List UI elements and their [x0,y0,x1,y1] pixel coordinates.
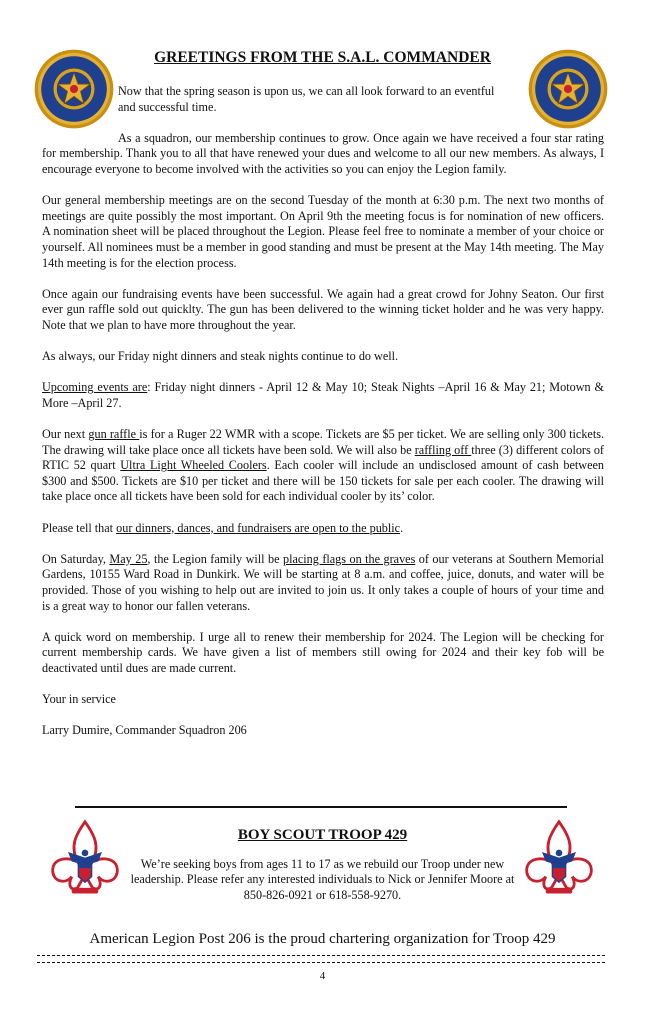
flags-text-2: , the Legion family will be [147,551,283,566]
raffle-text-4: . Each cooler will include an undisclosed amount of cash between $300 and $500. Tickets are $10 per ticket and there will be 150 tickets for sale per each cooler. The drawing will take place once all tickets have been sold for each individual cooler by its’ color. [42,458,605,504]
page-number: 4 [319,970,326,982]
dashed-divider-bottom [37,962,605,963]
upcoming-events-label: Upcoming events are [42,380,148,395]
boy-scout-heading: BOY SCOUT TROOP 429 [237,827,408,843]
raffling-off-underlined: raffling off [414,442,472,457]
boy-scout-body: We’re seeking boys from ages 11 to 17 as we rebuild our Troop under new leadership. Please refer any interested individuals to Nick or Jennifer Moore at 850-826-0921 or 618-558-9270. [130,857,515,902]
flags-text-3: of our veterans at Southern Memorial Gardens, 10155 Ward Road in Dunkirk. We will be starting at 8 a.m. and coffee, juice, donuts, and water will be provided. Those of you wishing to help out are invited to join us. It only takes a couple of hours of your time and is a great way to honor our fallen veterans. [42,551,604,613]
open-to-public-underlined: our dinners, dances, and fundraisers are open to the public [116,520,401,535]
meetings-paragraph: Our general membership meetings are on the second Tuesday of the month at 6:30 p.m. The next two months of meetings are quite possibly the most important. On April 9th the meeting focus is for nomination of new officers. A nomination sheet will be placed throughout the Legion. Please feel free to nominate a member of your choice or yourself. All nominees must be a member in good standing and must be present at the May 14th meeting. The May 14th meeting is for the election process. [42,193,604,270]
flags-paragraph [42,552,604,614]
dinners-paragraph: As always, our Friday night dinners and steak nights continue to do well. [42,349,399,364]
public-paragraph [42,521,604,537]
coolers-underlined: Ultra Light Wheeled Coolers [120,458,267,473]
closing-line: Your in service [42,692,116,707]
placing-flags-underlined: placing flags on the graves [282,551,416,566]
upcoming-events-paragraph [42,380,604,411]
sal-commander-heading: GREETINGS FROM THE S.A.L. COMMANDER [154,49,491,66]
flags-text-1: On Saturday, [42,551,110,566]
raffle-text-2: is for a Ruger 22 WMR with a scope. Tickets are $5 per ticket. We are selling only 300 tickets. The drawing will take place once all tickets have been sold. We will also be [42,427,604,457]
intro-paragraph: Now that the spring season is upon us, we can all look forward to an eventful and successful time. [118,84,495,114]
may-25-underlined: May 25 [109,551,148,566]
raffle-text-1: Our next [42,427,89,442]
section-divider [75,806,567,808]
fundraising-paragraph: Once again our fundraising events have been successful. We again had a great crowd for Johny Seaton. Our first ever gun raffle sold out quicklty. The gun has been delivered to the winning ticket holder and he was very happy. Note that we plan to have more throughout the year. [42,286,604,332]
public-text-2: . [400,520,404,535]
chartering-statement: American Legion Post 206 is the proud chartering organization for Troop 429 [89,931,556,947]
upcoming-events-text: : Friday night dinners - April 12 & May 10; Steak Nights –April 16 & May 21; Motown & More –April 27. [42,380,604,410]
sal-article-body [42,84,604,755]
gun-raffle-underlined: gun raffle [88,427,140,442]
public-text-1: Please tell that [42,520,117,535]
dashed-divider-top [37,955,605,956]
signature-line: Larry Dumire, Commander Squadron 206 [42,723,247,738]
raffle-paragraph [42,427,604,505]
renew-paragraph: A quick word on membership. I urge all to renew their membership for 2024. The Legion will be checking for current membership cards. We have given a list of members still owing for 2024 and their key fob will be deactivated until dues are made current. [42,629,604,675]
membership-paragraph: As a squadron, our membership continues to grow. Once again we have received a four star rating for membership. Thank you to all that have renewed your dues and welcome to all our new members. As always, I encourage everyone to become involved with the activities so you can enjoy the Legion family. [42,130,604,176]
raffle-text-3: three (3) different colors of RTIC 52 quart [42,442,604,473]
